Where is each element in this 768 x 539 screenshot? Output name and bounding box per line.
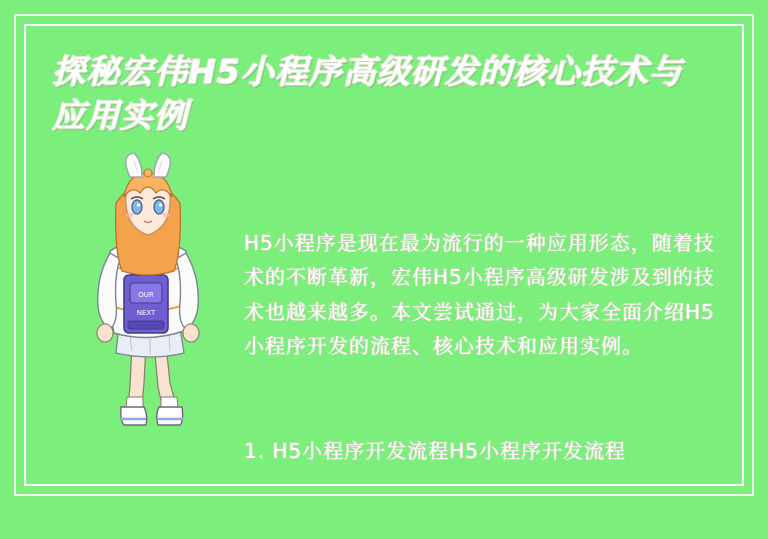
body-paragraphs [236, 147, 716, 539]
paragraph-2: 1. H5小程序开发流程H5小程序开发流程 [244, 439, 626, 464]
body-row [52, 147, 716, 539]
paragraph-1: H5小程序是现在最为流行的一种应用形态，随着技术的不断革新，宏伟H5小程序高级研发涉及到的技术也越来越多。本文尝试通过，为大家全面介绍H5小程序开发的流程、核心技术和应用实例。 [244, 230, 715, 359]
poster-content [24, 24, 744, 486]
page-title: 探秘宏伟H5小程序高级研发的核心技术与应用实例 [52, 52, 683, 135]
svg-text:OUR: OUR [138, 291, 154, 300]
svg-text:NEXT: NEXT [136, 309, 156, 318]
anime-girl-illustration [58, 147, 236, 437]
